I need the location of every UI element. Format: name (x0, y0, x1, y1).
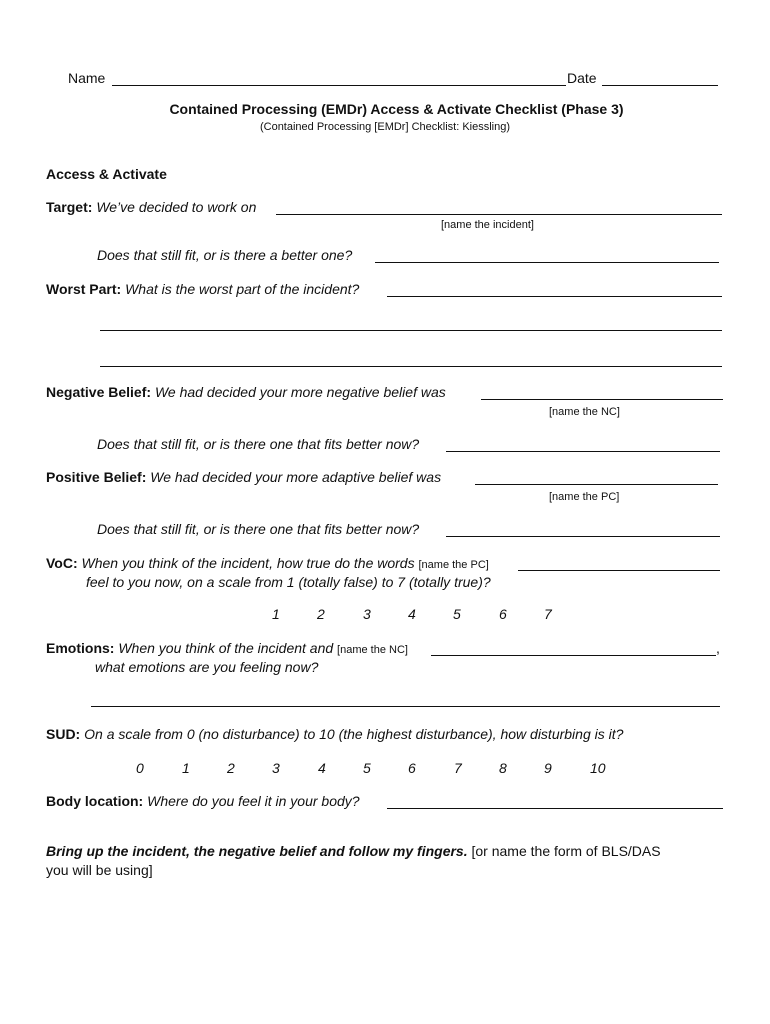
target-followup: Does that still fit, or is there a better one? (97, 247, 353, 263)
emotions-field[interactable] (431, 655, 716, 656)
negative-belief-hint: [name the NC] (549, 406, 620, 418)
voc-scale-6[interactable]: 6 (499, 606, 507, 622)
voc-scale-7[interactable]: 7 (544, 606, 552, 622)
target-field[interactable] (276, 214, 722, 215)
sud-scale-8[interactable]: 8 (499, 760, 507, 776)
negative-belief-label: Negative Belief: (46, 384, 152, 400)
date-field[interactable] (602, 85, 718, 86)
negative-belief-question (46, 384, 446, 400)
sud-scale-4[interactable]: 4 (318, 760, 326, 776)
negative-belief-prompt: We had decided your more negative belief was (154, 384, 446, 400)
closing-note-continued: you will be using] (46, 862, 153, 878)
negative-belief-followup-field[interactable] (446, 451, 720, 452)
page-subtitle: (Contained Processing [EMDr] Checklist: Kiessling) (259, 121, 511, 133)
voc-prompt-continued: feel to you now, on a scale from 1 (totally false) to 7 (totally true)? (86, 574, 491, 590)
worst-part-field-3[interactable] (100, 366, 722, 367)
negative-belief-field[interactable] (481, 399, 723, 400)
positive-belief-hint: [name the PC] (549, 491, 620, 503)
positive-belief-followup: Does that still fit, or is there one that fits better now? (97, 521, 420, 537)
emotions-question (46, 640, 408, 656)
body-location-label: Body location: (46, 793, 144, 809)
closing-instruction-line (46, 843, 661, 859)
target-followup-field[interactable] (375, 262, 719, 263)
target-prompt: We’ve decided to work on (96, 199, 257, 215)
body-location-question (46, 793, 360, 809)
voc-scale-3[interactable]: 3 (363, 606, 371, 622)
sud-scale-7[interactable]: 7 (454, 760, 462, 776)
voc-question (46, 555, 489, 571)
target-question (46, 199, 256, 215)
worst-part-label: Worst Part: (46, 281, 122, 297)
date-label: Date (567, 70, 597, 86)
name-field[interactable] (112, 85, 566, 86)
sud-scale-9[interactable]: 9 (544, 760, 552, 776)
name-label: Name (68, 70, 106, 86)
positive-belief-prompt: We had decided your more adaptive belief was (150, 469, 442, 485)
positive-belief-question (46, 469, 441, 485)
voc-field[interactable] (518, 570, 720, 571)
target-label: Target: (46, 199, 93, 215)
body-location-prompt: Where do you feel it in your body? (147, 793, 360, 809)
sud-question (46, 726, 623, 742)
worst-part-field[interactable] (387, 296, 722, 297)
sud-scale-10[interactable]: 10 (590, 760, 606, 776)
sud-prompt: On a scale from 0 (no disturbance) to 10 (the highest disturbance), how disturbing is it? (84, 726, 624, 742)
sud-label: SUD: (46, 726, 81, 742)
negative-belief-followup: Does that still fit, or is there one that fits better now? (97, 436, 420, 452)
voc-hint: [name the PC] (418, 559, 489, 571)
emotions-hint: [name the NC] (337, 644, 408, 656)
sud-scale-0[interactable]: 0 (136, 760, 144, 776)
voc-scale-5[interactable]: 5 (453, 606, 461, 622)
closing-instruction: Bring up the incident, the negative belief and follow my fingers. (46, 843, 468, 859)
emotions-comma: , (716, 640, 720, 656)
body-location-field[interactable] (387, 808, 723, 809)
voc-prompt: When you think of the incident, how true do the words (81, 555, 415, 571)
voc-scale-2[interactable]: 2 (317, 606, 325, 622)
sud-scale-3[interactable]: 3 (272, 760, 280, 776)
sud-scale-5[interactable]: 5 (363, 760, 371, 776)
sud-scale-2[interactable]: 2 (227, 760, 235, 776)
target-hint: [name the incident] (441, 219, 534, 231)
page-title: Contained Processing (EMDr) Access & Activate Checklist (Phase 3) (169, 101, 624, 117)
voc-scale-1[interactable]: 1 (272, 606, 280, 622)
section-heading: Access & Activate (46, 166, 167, 182)
sud-scale-1[interactable]: 1 (182, 760, 190, 776)
voc-scale-4[interactable]: 4 (408, 606, 416, 622)
voc-label: VoC: (46, 555, 78, 571)
emotions-prompt-continued: what emotions are you feeling now? (95, 659, 319, 675)
worst-part-question (46, 281, 359, 297)
emotions-prompt: When you think of the incident and (118, 640, 334, 656)
emotions-label: Emotions: (46, 640, 115, 656)
closing-note: [or name the form of BLS/DAS (467, 843, 661, 859)
sud-scale-6[interactable]: 6 (408, 760, 416, 776)
positive-belief-label: Positive Belief: (46, 469, 147, 485)
emotions-field-2[interactable] (91, 706, 720, 707)
positive-belief-followup-field[interactable] (446, 536, 720, 537)
positive-belief-field[interactable] (475, 484, 718, 485)
worst-part-field-2[interactable] (100, 330, 722, 331)
worst-part-prompt: What is the worst part of the incident? (125, 281, 360, 297)
